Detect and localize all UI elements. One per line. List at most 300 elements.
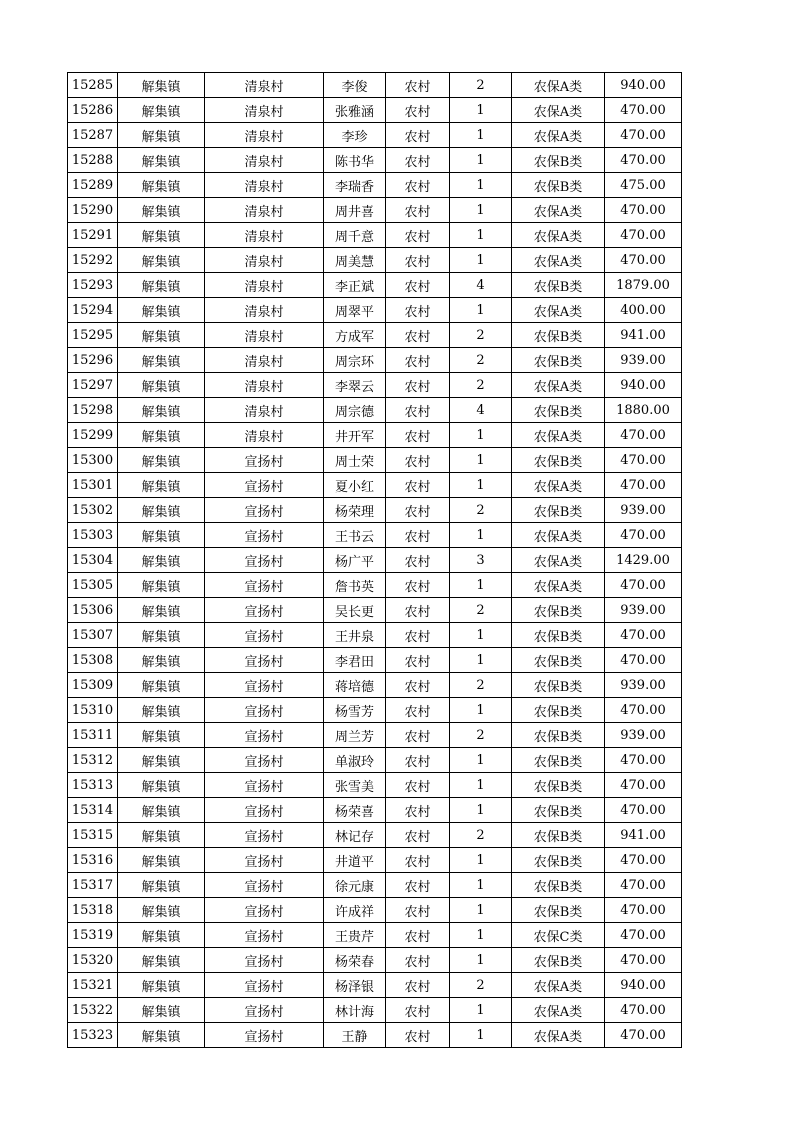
town-cell: 解集镇 (118, 123, 205, 148)
area-type-cell: 农村 (386, 523, 450, 548)
amount-cell: 939.00 (605, 598, 682, 623)
household-count-cell: 1 (450, 623, 512, 648)
name-cell: 夏小红 (324, 473, 386, 498)
household-count-cell: 1 (450, 848, 512, 873)
household-count-cell: 4 (450, 273, 512, 298)
town-cell: 解集镇 (118, 848, 205, 873)
household-count-cell: 1 (450, 948, 512, 973)
amount-cell: 470.00 (605, 898, 682, 923)
town-cell: 解集镇 (118, 973, 205, 998)
insurance-class-cell: 农保B类 (512, 898, 605, 923)
amount-cell: 470.00 (605, 998, 682, 1023)
name-cell: 方成军 (324, 323, 386, 348)
name-cell: 林记存 (324, 823, 386, 848)
amount-cell: 470.00 (605, 623, 682, 648)
insurance-class-cell: 农保B类 (512, 398, 605, 423)
table-row (68, 348, 682, 373)
town-cell: 解集镇 (118, 898, 205, 923)
household-count-cell: 1 (450, 148, 512, 173)
amount-cell: 470.00 (605, 748, 682, 773)
household-count-cell: 1 (450, 98, 512, 123)
insurance-class-cell: 农保A类 (512, 573, 605, 598)
name-cell: 周井喜 (324, 198, 386, 223)
village-cell: 宣扬村 (205, 648, 324, 673)
village-cell: 宣扬村 (205, 798, 324, 823)
amount-cell: 1880.00 (605, 398, 682, 423)
amount-cell: 939.00 (605, 723, 682, 748)
village-cell: 宣扬村 (205, 1023, 324, 1048)
name-cell: 詹书英 (324, 573, 386, 598)
household-count-cell: 1 (450, 473, 512, 498)
insurance-class-cell: 农保B类 (512, 148, 605, 173)
insurance-class-cell: 农保B类 (512, 723, 605, 748)
area-type-cell: 农村 (386, 248, 450, 273)
town-cell: 解集镇 (118, 373, 205, 398)
area-type-cell: 农村 (386, 398, 450, 423)
town-cell: 解集镇 (118, 948, 205, 973)
household-count-cell: 1 (450, 198, 512, 223)
insurance-class-cell: 农保B类 (512, 498, 605, 523)
amount-cell: 470.00 (605, 773, 682, 798)
amount-cell: 470.00 (605, 573, 682, 598)
household-count-cell: 2 (450, 673, 512, 698)
serial-number-cell: 15316 (68, 848, 118, 873)
name-cell: 周兰芳 (324, 723, 386, 748)
amount-cell: 470.00 (605, 248, 682, 273)
household-count-cell: 1 (450, 698, 512, 723)
table-row (68, 873, 682, 898)
insurance-class-cell: 农保B类 (512, 698, 605, 723)
serial-number-cell: 15314 (68, 798, 118, 823)
household-count-cell: 2 (450, 598, 512, 623)
area-type-cell: 农村 (386, 548, 450, 573)
name-cell: 吴长更 (324, 598, 386, 623)
insurance-class-cell: 农保A类 (512, 198, 605, 223)
table-row (68, 398, 682, 423)
amount-cell: 940.00 (605, 373, 682, 398)
serial-number-cell: 15309 (68, 673, 118, 698)
village-cell: 宣扬村 (205, 848, 324, 873)
table-row (68, 898, 682, 923)
name-cell: 王静 (324, 1023, 386, 1048)
town-cell: 解集镇 (118, 773, 205, 798)
insurance-class-cell: 农保A类 (512, 248, 605, 273)
household-count-cell: 1 (450, 748, 512, 773)
name-cell: 王书云 (324, 523, 386, 548)
household-count-cell: 1 (450, 798, 512, 823)
serial-number-cell: 15297 (68, 373, 118, 398)
area-type-cell: 农村 (386, 723, 450, 748)
amount-cell: 470.00 (605, 473, 682, 498)
serial-number-cell: 15306 (68, 598, 118, 623)
insurance-class-cell: 农保C类 (512, 923, 605, 948)
serial-number-cell: 15299 (68, 423, 118, 448)
insurance-class-cell: 农保B类 (512, 873, 605, 898)
insurance-class-cell: 农保B类 (512, 748, 605, 773)
insurance-class-cell: 农保B类 (512, 273, 605, 298)
town-cell: 解集镇 (118, 748, 205, 773)
table-row (68, 498, 682, 523)
village-cell: 宣扬村 (205, 673, 324, 698)
name-cell: 周宗德 (324, 398, 386, 423)
table-row (68, 748, 682, 773)
name-cell: 王贵芹 (324, 923, 386, 948)
amount-cell: 470.00 (605, 1023, 682, 1048)
amount-cell: 470.00 (605, 848, 682, 873)
insurance-class-cell: 农保B类 (512, 323, 605, 348)
name-cell: 井开军 (324, 423, 386, 448)
serial-number-cell: 15320 (68, 948, 118, 973)
area-type-cell: 农村 (386, 898, 450, 923)
amount-cell: 470.00 (605, 198, 682, 223)
village-cell: 清泉村 (205, 248, 324, 273)
village-cell: 清泉村 (205, 148, 324, 173)
serial-number-cell: 15315 (68, 823, 118, 848)
town-cell: 解集镇 (118, 623, 205, 648)
amount-cell: 470.00 (605, 148, 682, 173)
household-count-cell: 3 (450, 548, 512, 573)
household-count-cell: 1 (450, 448, 512, 473)
area-type-cell: 农村 (386, 373, 450, 398)
table-row (68, 223, 682, 248)
town-cell: 解集镇 (118, 498, 205, 523)
town-cell: 解集镇 (118, 448, 205, 473)
serial-number-cell: 15323 (68, 1023, 118, 1048)
town-cell: 解集镇 (118, 423, 205, 448)
table-row (68, 948, 682, 973)
area-type-cell: 农村 (386, 923, 450, 948)
village-cell: 清泉村 (205, 373, 324, 398)
village-cell: 清泉村 (205, 323, 324, 348)
insurance-class-cell: 农保B类 (512, 948, 605, 973)
village-cell: 清泉村 (205, 348, 324, 373)
household-count-cell: 1 (450, 648, 512, 673)
name-cell: 周翠平 (324, 298, 386, 323)
table-row (68, 573, 682, 598)
serial-number-cell: 15304 (68, 548, 118, 573)
town-cell: 解集镇 (118, 298, 205, 323)
village-cell: 清泉村 (205, 73, 324, 98)
insurance-class-cell: 农保A类 (512, 73, 605, 98)
name-cell: 杨荣理 (324, 498, 386, 523)
serial-number-cell: 15301 (68, 473, 118, 498)
amount-cell: 475.00 (605, 173, 682, 198)
area-type-cell: 农村 (386, 148, 450, 173)
town-cell: 解集镇 (118, 173, 205, 198)
serial-number-cell: 15293 (68, 273, 118, 298)
household-count-cell: 1 (450, 248, 512, 273)
household-count-cell: 1 (450, 998, 512, 1023)
serial-number-cell: 15305 (68, 573, 118, 598)
village-cell: 宣扬村 (205, 623, 324, 648)
serial-number-cell: 15317 (68, 873, 118, 898)
area-type-cell: 农村 (386, 473, 450, 498)
household-count-cell: 2 (450, 723, 512, 748)
insurance-class-cell: 农保B类 (512, 773, 605, 798)
area-type-cell: 农村 (386, 198, 450, 223)
amount-cell: 470.00 (605, 948, 682, 973)
table-row (68, 448, 682, 473)
insurance-class-cell: 农保A类 (512, 423, 605, 448)
name-cell: 杨荣喜 (324, 798, 386, 823)
village-cell: 宣扬村 (205, 598, 324, 623)
town-cell: 解集镇 (118, 723, 205, 748)
serial-number-cell: 15290 (68, 198, 118, 223)
serial-number-cell: 15310 (68, 698, 118, 723)
household-count-cell: 1 (450, 423, 512, 448)
village-cell: 宣扬村 (205, 448, 324, 473)
household-count-cell: 2 (450, 373, 512, 398)
town-cell: 解集镇 (118, 148, 205, 173)
town-cell: 解集镇 (118, 1023, 205, 1048)
table-row (68, 173, 682, 198)
name-cell: 林计海 (324, 998, 386, 1023)
town-cell: 解集镇 (118, 823, 205, 848)
town-cell: 解集镇 (118, 73, 205, 98)
amount-cell: 470.00 (605, 223, 682, 248)
area-type-cell: 农村 (386, 823, 450, 848)
village-cell: 宣扬村 (205, 573, 324, 598)
household-count-cell: 1 (450, 573, 512, 598)
household-count-cell: 1 (450, 223, 512, 248)
table-row (68, 73, 682, 98)
insurance-class-cell: 农保B类 (512, 823, 605, 848)
table-row (68, 148, 682, 173)
area-type-cell: 农村 (386, 1023, 450, 1048)
table-row (68, 623, 682, 648)
table-row (68, 973, 682, 998)
serial-number-cell: 15298 (68, 398, 118, 423)
household-count-cell: 1 (450, 873, 512, 898)
village-cell: 宣扬村 (205, 723, 324, 748)
insurance-class-cell: 农保A类 (512, 298, 605, 323)
area-type-cell: 农村 (386, 273, 450, 298)
area-type-cell: 农村 (386, 348, 450, 373)
table-row (68, 273, 682, 298)
table-row (68, 823, 682, 848)
area-type-cell: 农村 (386, 673, 450, 698)
town-cell: 解集镇 (118, 198, 205, 223)
table-row (68, 373, 682, 398)
serial-number-cell: 15291 (68, 223, 118, 248)
insurance-class-cell: 农保A类 (512, 998, 605, 1023)
village-cell: 宣扬村 (205, 873, 324, 898)
name-cell: 单淑玲 (324, 748, 386, 773)
village-cell: 宣扬村 (205, 923, 324, 948)
name-cell: 周宗环 (324, 348, 386, 373)
village-cell: 清泉村 (205, 173, 324, 198)
amount-cell: 1879.00 (605, 273, 682, 298)
area-type-cell: 农村 (386, 223, 450, 248)
town-cell: 解集镇 (118, 523, 205, 548)
table-row (68, 923, 682, 948)
village-cell: 宣扬村 (205, 823, 324, 848)
serial-number-cell: 15313 (68, 773, 118, 798)
name-cell: 杨荣春 (324, 948, 386, 973)
village-cell: 宣扬村 (205, 998, 324, 1023)
household-count-cell: 1 (450, 923, 512, 948)
household-count-cell: 1 (450, 1023, 512, 1048)
serial-number-cell: 15312 (68, 748, 118, 773)
insurance-class-cell: 农保B类 (512, 798, 605, 823)
insurance-class-cell: 农保B类 (512, 448, 605, 473)
village-cell: 宣扬村 (205, 498, 324, 523)
table-row (68, 698, 682, 723)
village-cell: 宣扬村 (205, 698, 324, 723)
name-cell: 张雅涵 (324, 98, 386, 123)
insurance-class-cell: 农保B类 (512, 848, 605, 873)
name-cell: 周士荣 (324, 448, 386, 473)
serial-number-cell: 15318 (68, 898, 118, 923)
insurance-class-cell: 农保A类 (512, 973, 605, 998)
area-type-cell: 农村 (386, 648, 450, 673)
amount-cell: 470.00 (605, 698, 682, 723)
insurance-class-cell: 农保B类 (512, 623, 605, 648)
village-cell: 清泉村 (205, 423, 324, 448)
serial-number-cell: 15302 (68, 498, 118, 523)
table-row (68, 248, 682, 273)
serial-number-cell: 15322 (68, 998, 118, 1023)
name-cell: 李君田 (324, 648, 386, 673)
area-type-cell: 农村 (386, 973, 450, 998)
village-cell: 宣扬村 (205, 473, 324, 498)
amount-cell: 941.00 (605, 823, 682, 848)
town-cell: 解集镇 (118, 273, 205, 298)
town-cell: 解集镇 (118, 573, 205, 598)
area-type-cell: 农村 (386, 998, 450, 1023)
household-count-cell: 1 (450, 173, 512, 198)
village-cell: 宣扬村 (205, 898, 324, 923)
town-cell: 解集镇 (118, 248, 205, 273)
name-cell: 杨广平 (324, 548, 386, 573)
table-row (68, 648, 682, 673)
name-cell: 李正斌 (324, 273, 386, 298)
amount-cell: 940.00 (605, 973, 682, 998)
town-cell: 解集镇 (118, 223, 205, 248)
serial-number-cell: 15300 (68, 448, 118, 473)
serial-number-cell: 15286 (68, 98, 118, 123)
table-body (68, 73, 682, 1048)
household-count-cell: 2 (450, 823, 512, 848)
area-type-cell: 农村 (386, 848, 450, 873)
serial-number-cell: 15292 (68, 248, 118, 273)
area-type-cell: 农村 (386, 748, 450, 773)
amount-cell: 470.00 (605, 123, 682, 148)
amount-cell: 939.00 (605, 498, 682, 523)
name-cell: 周美慧 (324, 248, 386, 273)
name-cell: 蒋培德 (324, 673, 386, 698)
table-row (68, 473, 682, 498)
area-type-cell: 农村 (386, 173, 450, 198)
village-cell: 宣扬村 (205, 748, 324, 773)
name-cell: 井道平 (324, 848, 386, 873)
village-cell: 宣扬村 (205, 948, 324, 973)
village-cell: 清泉村 (205, 298, 324, 323)
town-cell: 解集镇 (118, 998, 205, 1023)
serial-number-cell: 15311 (68, 723, 118, 748)
village-cell: 清泉村 (205, 398, 324, 423)
town-cell: 解集镇 (118, 923, 205, 948)
town-cell: 解集镇 (118, 398, 205, 423)
area-type-cell: 农村 (386, 323, 450, 348)
name-cell: 李珍 (324, 123, 386, 148)
name-cell: 许成祥 (324, 898, 386, 923)
household-count-cell: 2 (450, 348, 512, 373)
amount-cell: 939.00 (605, 348, 682, 373)
village-cell: 宣扬村 (205, 548, 324, 573)
name-cell: 杨泽银 (324, 973, 386, 998)
name-cell: 王井泉 (324, 623, 386, 648)
town-cell: 解集镇 (118, 798, 205, 823)
amount-cell: 470.00 (605, 798, 682, 823)
name-cell: 李翠云 (324, 373, 386, 398)
town-cell: 解集镇 (118, 698, 205, 723)
insurance-class-cell: 农保A类 (512, 1023, 605, 1048)
area-type-cell: 农村 (386, 698, 450, 723)
serial-number-cell: 15308 (68, 648, 118, 673)
table-row (68, 848, 682, 873)
name-cell: 李俊 (324, 73, 386, 98)
serial-number-cell: 15288 (68, 148, 118, 173)
data-table (67, 72, 682, 1048)
amount-cell: 470.00 (605, 423, 682, 448)
area-type-cell: 农村 (386, 623, 450, 648)
table-row (68, 598, 682, 623)
town-cell: 解集镇 (118, 673, 205, 698)
insurance-class-cell: 农保A类 (512, 98, 605, 123)
table-row (68, 123, 682, 148)
area-type-cell: 农村 (386, 598, 450, 623)
household-count-cell: 1 (450, 523, 512, 548)
town-cell: 解集镇 (118, 548, 205, 573)
name-cell: 杨雪芳 (324, 698, 386, 723)
name-cell: 周千意 (324, 223, 386, 248)
insurance-class-cell: 农保A类 (512, 373, 605, 398)
village-cell: 宣扬村 (205, 773, 324, 798)
serial-number-cell: 15307 (68, 623, 118, 648)
village-cell: 清泉村 (205, 198, 324, 223)
table-row (68, 198, 682, 223)
amount-cell: 470.00 (605, 98, 682, 123)
household-count-cell: 2 (450, 73, 512, 98)
area-type-cell: 农村 (386, 423, 450, 448)
name-cell: 陈书华 (324, 148, 386, 173)
table-row (68, 723, 682, 748)
serial-number-cell: 15289 (68, 173, 118, 198)
serial-number-cell: 15285 (68, 73, 118, 98)
insurance-class-cell: 农保B类 (512, 348, 605, 373)
household-count-cell: 1 (450, 898, 512, 923)
amount-cell: 470.00 (605, 923, 682, 948)
area-type-cell: 农村 (386, 773, 450, 798)
table-row (68, 773, 682, 798)
household-count-cell: 1 (450, 123, 512, 148)
amount-cell: 470.00 (605, 448, 682, 473)
household-count-cell: 1 (450, 298, 512, 323)
insurance-class-cell: 农保A类 (512, 223, 605, 248)
name-cell: 徐元康 (324, 873, 386, 898)
insurance-class-cell: 农保A类 (512, 123, 605, 148)
insurance-class-cell: 农保B类 (512, 648, 605, 673)
name-cell: 张雪美 (324, 773, 386, 798)
town-cell: 解集镇 (118, 598, 205, 623)
amount-cell: 470.00 (605, 523, 682, 548)
town-cell: 解集镇 (118, 348, 205, 373)
household-count-cell: 4 (450, 398, 512, 423)
area-type-cell: 农村 (386, 948, 450, 973)
name-cell: 李瑞香 (324, 173, 386, 198)
amount-cell: 470.00 (605, 648, 682, 673)
